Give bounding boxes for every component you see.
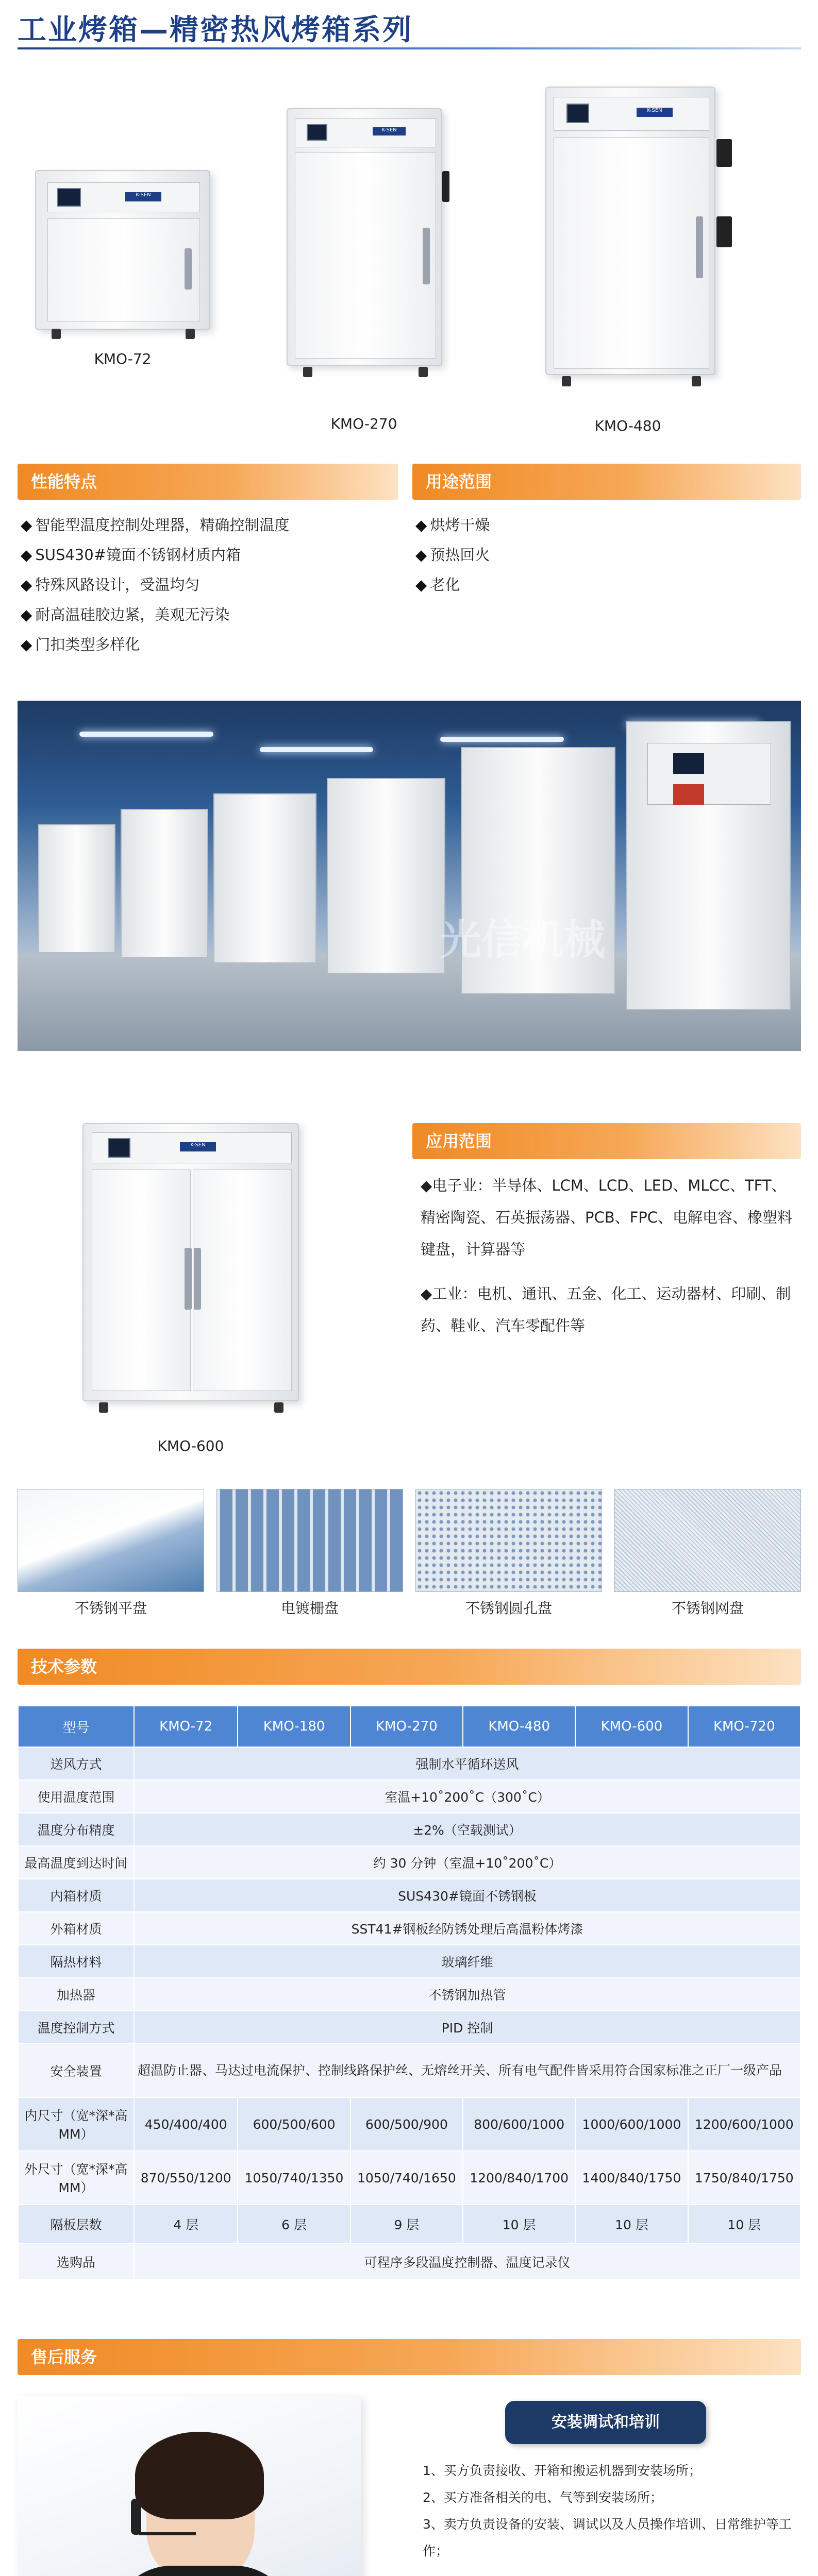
specs-row — [18, 1780, 800, 1813]
install-item: 3、卖方负责设备的安装、调试以及人员操作培训、日常维护等工作； — [423, 2517, 792, 2558]
specs-cell: 10 层 — [575, 2205, 688, 2244]
specs-col: KMO-720 — [688, 1706, 800, 1747]
specs-table-wrapper — [18, 1705, 801, 2280]
specs-row-value: ±2%（空载测试） — [134, 1813, 800, 1846]
feature-item: ◆ SUS430#镜面不锈钢材质内箱 — [21, 540, 402, 570]
specs-cell: 870/550/1200 — [134, 2151, 238, 2205]
specs-row-label: 最高温度到达时间 — [18, 1846, 134, 1879]
tray-perforated-image — [415, 1489, 602, 1592]
specs-row-label: 隔板层数 — [18, 2205, 134, 2244]
specs-row — [18, 1747, 800, 1780]
oven-kmo-480-image: K-SEN — [545, 87, 715, 375]
specs-header: 技术参数 — [18, 1649, 801, 1685]
usage-header: 用途范围 — [412, 464, 801, 500]
specs-table — [18, 1705, 801, 2280]
specs-row-label: 温度控制方式 — [18, 2011, 134, 2044]
specs-row-value: 不锈钢加热管 — [134, 1978, 800, 2011]
specs-cell: 450/400/400 — [134, 2097, 238, 2151]
oven-caption-kmo-600: KMO-600 — [157, 1437, 224, 1454]
specs-row — [18, 1945, 800, 1978]
specs-col: KMO-270 — [350, 1706, 463, 1747]
specs-row-value: PID 控制 — [134, 2011, 800, 2044]
specs-row-label: 送风方式 — [18, 1747, 134, 1780]
specs-row — [18, 2011, 800, 2044]
oven-caption-kmo-270: KMO-270 — [330, 415, 397, 432]
specs-row-value: 超温防止器、马达过电流保护、控制线路保护丝、无熔丝开关、所有电气配件皆采用符合国家标准之正厂一级产品 — [134, 2044, 800, 2097]
tray-caption-flat: 不锈钢平盘 — [74, 1600, 147, 1617]
install-item: 1、买方负责接收、开箱和搬运机器到安装场所； — [423, 2463, 702, 2478]
specs-cell: 9 层 — [350, 2205, 463, 2244]
specs-row — [18, 1846, 800, 1879]
usage-list — [415, 510, 797, 600]
specs-row-value: 可程序多段温度控制器、温度记录仪 — [134, 2244, 800, 2280]
feature-item: ◆ 智能型温度控制处理器，精确控制温度 — [21, 510, 402, 540]
specs-cell: 10 层 — [688, 2205, 800, 2244]
specs-row-label: 温度分布精度 — [18, 1813, 134, 1846]
applications-industry: ◆工业：电机、通讯、五金、化工、运动器材、印刷、制药、鞋业、汽车零配件等 — [421, 1285, 791, 1334]
feature-item: ◆ 耐高温硅胶边紧，美观无污染 — [21, 600, 402, 630]
specs-row-label: 外尺寸（宽*深*高 MM） — [18, 2151, 134, 2205]
specs-row-value: 玻璃纤维 — [134, 1945, 800, 1978]
applications-electronics-text: 电子业：半导体、LCM、LCD、LED、MLCC、TFT、精密陶瓷、石英振荡器、PCB、FPC、电解电容、橡塑料键盘，计算器等 — [421, 1177, 793, 1258]
tray-mesh-image — [614, 1489, 801, 1592]
specs-row-label: 内尺寸（宽*深*高 MM） — [18, 2097, 134, 2151]
usage-item: ◆ 老化 — [415, 570, 797, 600]
specs-col: KMO-72 — [134, 1706, 238, 1747]
specs-row-label: 外箱材质 — [18, 1912, 134, 1945]
specs-row — [18, 2044, 800, 2097]
specs-row — [18, 1912, 800, 1945]
usage-item: ◆ 烘烤干燥 — [415, 510, 797, 540]
install-training-list — [423, 2458, 794, 2565]
specs-col: KMO-180 — [238, 1706, 350, 1747]
specs-cell: 10 层 — [463, 2205, 575, 2244]
specs-row-value: 室温+10˚200˚C（300˚C） — [134, 1780, 800, 1813]
tray-caption-perforated: 不锈钢圆孔盘 — [465, 1600, 552, 1617]
service-agent-photo — [18, 2396, 361, 2576]
applications-electronics: ◆电子业：半导体、LCM、LCD、LED、MLCC、TFT、精密陶瓷、石英振荡器、PCB、FPC、电解电容、橡塑料键盘，计算器等 — [421, 1177, 793, 1258]
specs-row — [18, 1978, 800, 2011]
install-training-badge: 安装调试和培训 — [505, 2401, 706, 2444]
usage-item: ◆ 预热回火 — [415, 540, 797, 570]
specs-cell: 1200/600/1000 — [688, 2097, 800, 2151]
specs-row-label: 隔热材料 — [18, 1945, 134, 1978]
specs-col: KMO-600 — [575, 1706, 688, 1747]
specs-header-row — [18, 1706, 800, 1747]
specs-row-label: 使用温度范围 — [18, 1780, 134, 1813]
install-item: 2、买方准备相关的电、气等到安装场所； — [423, 2490, 663, 2505]
specs-cell: 4 层 — [134, 2205, 238, 2244]
feature-item: ◆ 门扣类型多样化 — [21, 630, 402, 659]
applications-header: 应用范围 — [412, 1123, 801, 1159]
specs-row — [18, 2205, 800, 2244]
factory-watermark: 光信机械 — [440, 916, 605, 964]
specs-cell: 600/500/900 — [350, 2097, 463, 2151]
oven-caption-kmo-72: KMO-72 — [94, 350, 152, 367]
specs-cell: 1000/600/1000 — [575, 2097, 688, 2151]
feature-item: ◆ 特殊风路设计，受温均匀 — [21, 570, 402, 600]
specs-cell: 1200/840/1700 — [463, 2151, 575, 2205]
features-list — [21, 510, 402, 659]
page-title: 工业烤箱—精密热风烤箱系列 — [18, 13, 413, 47]
features-header: 性能特点 — [18, 464, 398, 500]
oven-kmo-600-image: K-SEN — [82, 1123, 299, 1401]
tray-grid-image — [216, 1489, 403, 1592]
specs-row — [18, 1813, 800, 1846]
specs-row — [18, 2244, 800, 2280]
specs-row-label: 选购品 — [18, 2244, 134, 2280]
oven-kmo-72-image: K-SEN — [35, 170, 210, 330]
specs-col: KMO-480 — [463, 1706, 575, 1747]
tray-caption-grid: 电镀栅盘 — [280, 1600, 339, 1617]
specs-cell: 6 层 — [238, 2205, 350, 2244]
specs-row — [18, 1879, 800, 1912]
tray-flat-image — [18, 1489, 204, 1592]
specs-row-value: SUS430#镜面不锈钢板 — [134, 1879, 800, 1912]
title-divider — [18, 47, 801, 49]
factory-photo — [18, 701, 801, 1051]
specs-row-label: 加热器 — [18, 1978, 134, 2011]
specs-row-label: 内箱材质 — [18, 1879, 134, 1912]
specs-row — [18, 2097, 800, 2151]
specs-cell: 800/600/1000 — [463, 2097, 575, 2151]
tray-caption-mesh: 不锈钢网盘 — [671, 1600, 744, 1617]
specs-row-value: 约 30 分钟（室温+10˚200˚C） — [134, 1846, 800, 1879]
specs-row-label: 安全装置 — [18, 2044, 134, 2097]
specs-col-model: 型号 — [18, 1706, 134, 1747]
specs-cell: 1750/840/1750 — [688, 2151, 800, 2205]
specs-cell: 1050/740/1650 — [350, 2151, 463, 2205]
specs-row-value: SST41#钢板经防锈处理后高温粉体烤漆 — [134, 1912, 800, 1945]
service-header: 售后服务 — [18, 2339, 801, 2375]
specs-cell: 600/500/600 — [238, 2097, 350, 2151]
applications-industry-text: 工业：电机、通讯、五金、化工、运动器材、印刷、制药、鞋业、汽车零配件等 — [421, 1285, 791, 1334]
oven-kmo-270-image: K-SEN — [287, 108, 442, 366]
specs-cell: 1400/840/1750 — [575, 2151, 688, 2205]
specs-cell: 1050/740/1350 — [238, 2151, 350, 2205]
oven-caption-kmo-480: KMO-480 — [594, 417, 661, 434]
specs-row — [18, 2151, 800, 2205]
specs-row-value: 强制水平循环送风 — [134, 1747, 800, 1780]
